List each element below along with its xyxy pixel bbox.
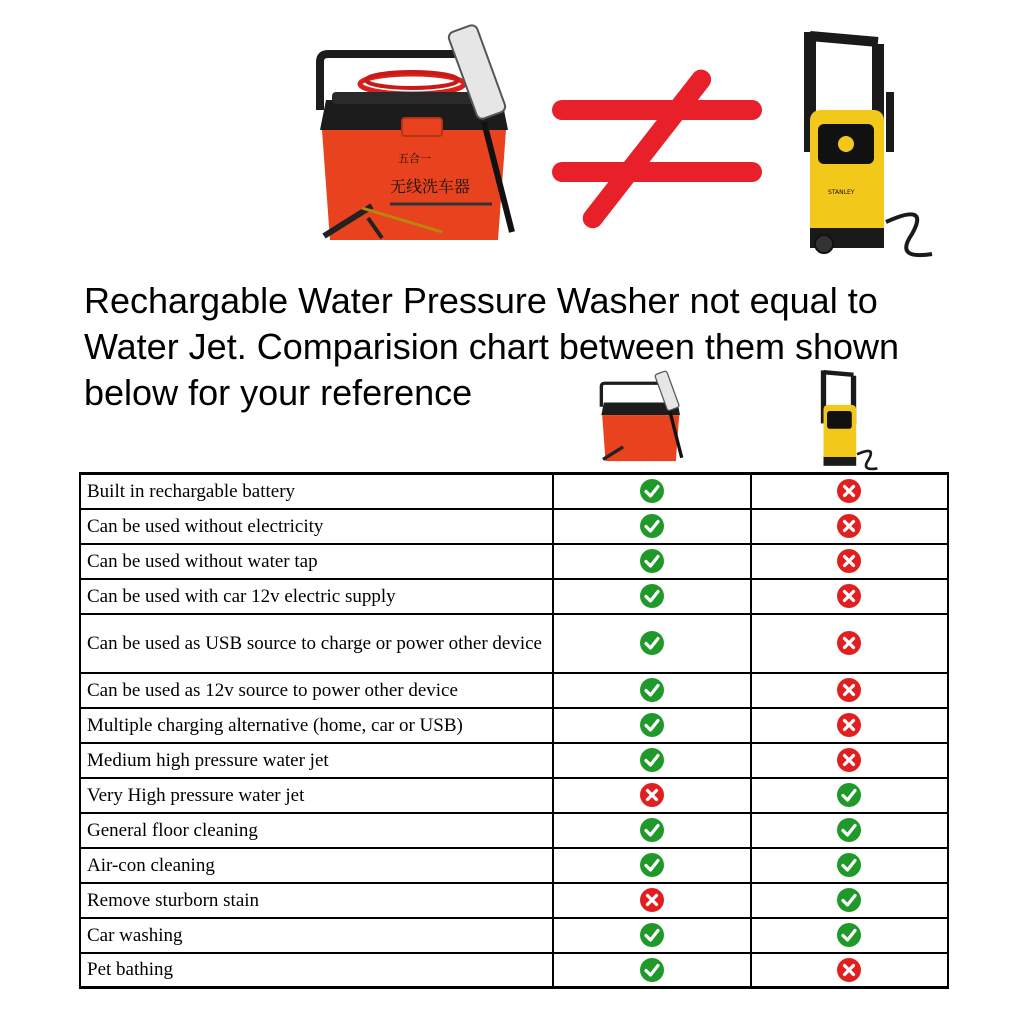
washer-mark-cell (553, 743, 750, 778)
feature-label: Built in rechargable battery (80, 474, 553, 509)
table-row (80, 778, 948, 813)
x-circle-icon (836, 548, 862, 574)
table-row (80, 509, 948, 544)
water-jet-column-thumbnail (812, 366, 888, 472)
not-equal-bar-bottom (552, 162, 762, 182)
check-circle-icon (639, 583, 665, 609)
check-circle-icon (836, 922, 862, 948)
not-equal-bar-top (552, 100, 762, 120)
check-circle-icon (639, 852, 665, 878)
check-circle-icon (639, 548, 665, 574)
washer-mark-cell (553, 708, 750, 743)
jet-mark-cell (751, 673, 948, 708)
check-circle-icon (836, 887, 862, 913)
headline-line-3: below for your reference (84, 372, 473, 413)
check-circle-icon (836, 817, 862, 843)
x-circle-icon (836, 478, 862, 504)
feature-label: Can be used as USB source to charge or power other device (80, 614, 553, 673)
feature-label: Remove sturborn stain (80, 883, 553, 918)
x-circle-icon (836, 677, 862, 703)
x-circle-icon (836, 583, 862, 609)
check-circle-icon (639, 817, 665, 843)
check-circle-icon (836, 852, 862, 878)
washer-mark-cell (553, 673, 750, 708)
feature-label: Can be used as 12v source to power other device (80, 673, 553, 708)
x-circle-icon (836, 513, 862, 539)
check-circle-icon (639, 922, 665, 948)
jet-mark-cell (751, 614, 948, 673)
washer-mark-cell (553, 813, 750, 848)
table-row (80, 848, 948, 883)
headline-line-1: Rechargable Water Pressure Washer not equal to (84, 280, 878, 321)
jet-mark-cell (751, 813, 948, 848)
check-circle-icon (639, 513, 665, 539)
jet-mark-cell (751, 848, 948, 883)
table-row (80, 918, 948, 953)
feature-label: Car washing (80, 918, 553, 953)
table-row (80, 708, 948, 743)
table-row (80, 544, 948, 579)
washer-mark-cell (553, 509, 750, 544)
table-row (80, 579, 948, 614)
water-jet-image (790, 22, 950, 262)
table-row (80, 614, 948, 673)
check-circle-icon (639, 478, 665, 504)
feature-label: Can be used without water tap (80, 544, 553, 579)
jet-mark-cell (751, 953, 948, 988)
not-equal-slash (579, 66, 715, 230)
feature-label: General floor cleaning (80, 813, 553, 848)
washer-mark-cell (553, 579, 750, 614)
feature-label: Pet bathing (80, 953, 553, 988)
table-row (80, 743, 948, 778)
washer-label-top: 五合一 (398, 152, 431, 165)
check-circle-icon (836, 782, 862, 808)
check-circle-icon (639, 630, 665, 656)
feature-label: Air-con cleaning (80, 848, 553, 883)
jet-mark-cell (751, 544, 948, 579)
feature-label: Very High pressure water jet (80, 778, 553, 813)
washer-label-main: 无线洗车器 (390, 177, 471, 196)
x-circle-icon (639, 887, 665, 913)
check-circle-icon (639, 677, 665, 703)
check-circle-icon (639, 712, 665, 738)
feature-label: Medium high pressure water jet (80, 743, 553, 778)
jet-mark-cell (751, 509, 948, 544)
feature-label: Can be used with car 12v electric supply (80, 579, 553, 614)
table-row (80, 474, 948, 509)
check-circle-icon (639, 747, 665, 773)
washer-mark-cell (553, 544, 750, 579)
table-row (80, 883, 948, 918)
washer-mark-cell (553, 883, 750, 918)
jet-mark-cell (751, 918, 948, 953)
headline-line-2: Water Jet. Comparision chart between them shown (84, 326, 900, 367)
feature-label: Can be used without electricity (80, 509, 553, 544)
x-circle-icon (836, 957, 862, 983)
table-row (80, 813, 948, 848)
x-circle-icon (836, 630, 862, 656)
jet-mark-cell (751, 708, 948, 743)
rechargeable-washer-image (312, 22, 527, 252)
washer-mark-cell (553, 918, 750, 953)
water-jet-brand: STANLEY (828, 189, 855, 196)
washer-mark-cell (553, 778, 750, 813)
table-row (80, 953, 948, 988)
comparison-table (79, 472, 949, 989)
washer-mark-cell (553, 953, 750, 988)
jet-mark-cell (751, 474, 948, 509)
washer-column-thumbnail (598, 368, 688, 468)
jet-mark-cell (751, 883, 948, 918)
jet-mark-cell (751, 778, 948, 813)
jet-mark-cell (751, 579, 948, 614)
check-circle-icon (639, 957, 665, 983)
washer-mark-cell (553, 848, 750, 883)
not-equal-icon (552, 60, 774, 230)
jet-mark-cell (751, 743, 948, 778)
x-circle-icon (836, 747, 862, 773)
washer-mark-cell (553, 474, 750, 509)
table-row (80, 673, 948, 708)
x-circle-icon (836, 712, 862, 738)
washer-mark-cell (553, 614, 750, 673)
feature-label: Multiple charging alternative (home, car or USB) (80, 708, 553, 743)
x-circle-icon (639, 782, 665, 808)
